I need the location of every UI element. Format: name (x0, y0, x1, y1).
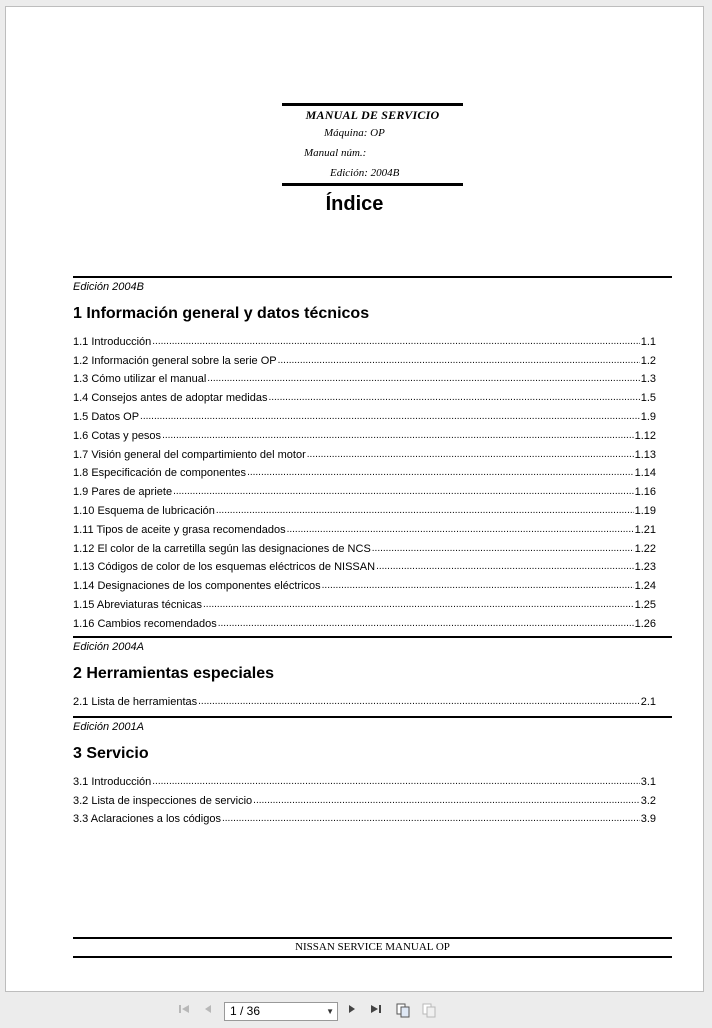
document-page (5, 6, 704, 992)
last-page-icon[interactable] (367, 1002, 385, 1020)
machine-line: Máquina: OP (324, 127, 385, 139)
toc-entry[interactable]: 3.1 Introducción ..... 3.1 (73, 769, 656, 788)
section-rule (73, 636, 672, 638)
toc-entry[interactable]: 1.14 Designaciones de los componentes eléctricos ..... 1.24 (73, 573, 656, 592)
single-page-view-icon[interactable] (394, 1002, 412, 1020)
next-page-icon[interactable] (343, 1002, 361, 1020)
toc-entry[interactable]: 1.1 Introducción ..... 1.1 (73, 329, 656, 348)
toc-section-3 (73, 716, 672, 825)
toc-list (73, 769, 672, 825)
toc-entry[interactable]: 3.3 Aclaraciones a los códigos ..... 3.9 (73, 807, 656, 826)
toc-entry[interactable]: 1.15 Abreviaturas técnicas ..... 1.25 (73, 592, 656, 611)
section-title: 3 Servicio (73, 745, 149, 762)
section-edition: Edición 2004B (73, 281, 144, 293)
header-rule-bottom (282, 183, 463, 186)
header-rule-top (282, 103, 463, 106)
toc-entry[interactable]: 1.11 Tipos de aceite y grasa recomendados ..... 1.21 (73, 517, 656, 536)
toc-entry[interactable]: 1.10 Esquema de lubricación ..... 1.19 (73, 498, 656, 517)
viewer-toolbar (0, 996, 712, 1028)
footer-text: NISSAN SERVICE MANUAL OP (295, 941, 450, 953)
two-page-view-icon[interactable] (420, 1002, 438, 1020)
page-title: Índice (325, 193, 384, 215)
section-title: 1 Información general y datos técnicos (73, 305, 370, 322)
page-indicator: 1 / 36 (230, 1004, 261, 1018)
toc-entry[interactable]: 1.2 Información general sobre la serie OP ..... 1.2 (73, 348, 656, 367)
toc-entry[interactable]: 1.4 Consejos antes de adoptar medidas ..... 1.5 (73, 385, 656, 404)
manual-number-line: Manual núm.: (304, 147, 367, 159)
toc-list (73, 689, 672, 708)
toc-entry[interactable]: 3.2 Lista de inspecciones de servicio ..... 3.2 (73, 788, 656, 807)
section-title: 2 Herramientas especiales (73, 665, 275, 682)
section-rule (73, 276, 672, 278)
toc-entry[interactable]: 2.1 Lista de herramientas ..... 2.1 (73, 689, 656, 708)
toc-entry[interactable]: 1.7 Visión general del compartimiento del motor ..... 1.13 (73, 442, 656, 461)
toc-entry[interactable]: 1.8 Especificación de componentes ..... 1.14 (73, 461, 656, 480)
toc-entry[interactable]: 1.5 Datos OP ..... 1.9 (73, 404, 656, 423)
section-rule (73, 716, 672, 718)
toc-list (73, 329, 672, 630)
page-footer (73, 937, 672, 958)
toc-entry[interactable]: 1.9 Pares de apriete ..... 1.16 (73, 479, 656, 498)
toc-entry[interactable]: 1.16 Cambios recomendados ..... 1.26 (73, 611, 656, 630)
manual-title: MANUAL DE SERVICIO (305, 108, 440, 122)
toc-entry[interactable]: 1.3 Cómo utilizar el manual ..... 1.3 (73, 367, 656, 386)
first-page-icon[interactable] (175, 1002, 193, 1020)
toc-entry[interactable]: 1.12 El color de la carretilla según las designaciones de NCS ..... 1.22 (73, 536, 656, 555)
footer-rule-bottom (73, 956, 672, 958)
section-edition: Edición 2001A (73, 721, 144, 733)
edition-line: Edición: 2004B (330, 167, 400, 179)
toc-entry[interactable]: 1.6 Cotas y pesos ..... 1.12 (73, 423, 656, 442)
toc-entry[interactable]: 1.13 Códigos de color de los esquemas eléctricos de NISSAN ..... 1.23 (73, 555, 656, 574)
section-edition: Edición 2004A (73, 641, 144, 653)
page-number-select[interactable] (224, 1002, 338, 1021)
manual-header (282, 103, 463, 186)
toc-section-1 (73, 276, 672, 630)
toc-section-2 (73, 636, 672, 708)
prev-page-icon[interactable] (199, 1002, 217, 1020)
chevron-down-icon: ▼ (326, 1007, 334, 1016)
